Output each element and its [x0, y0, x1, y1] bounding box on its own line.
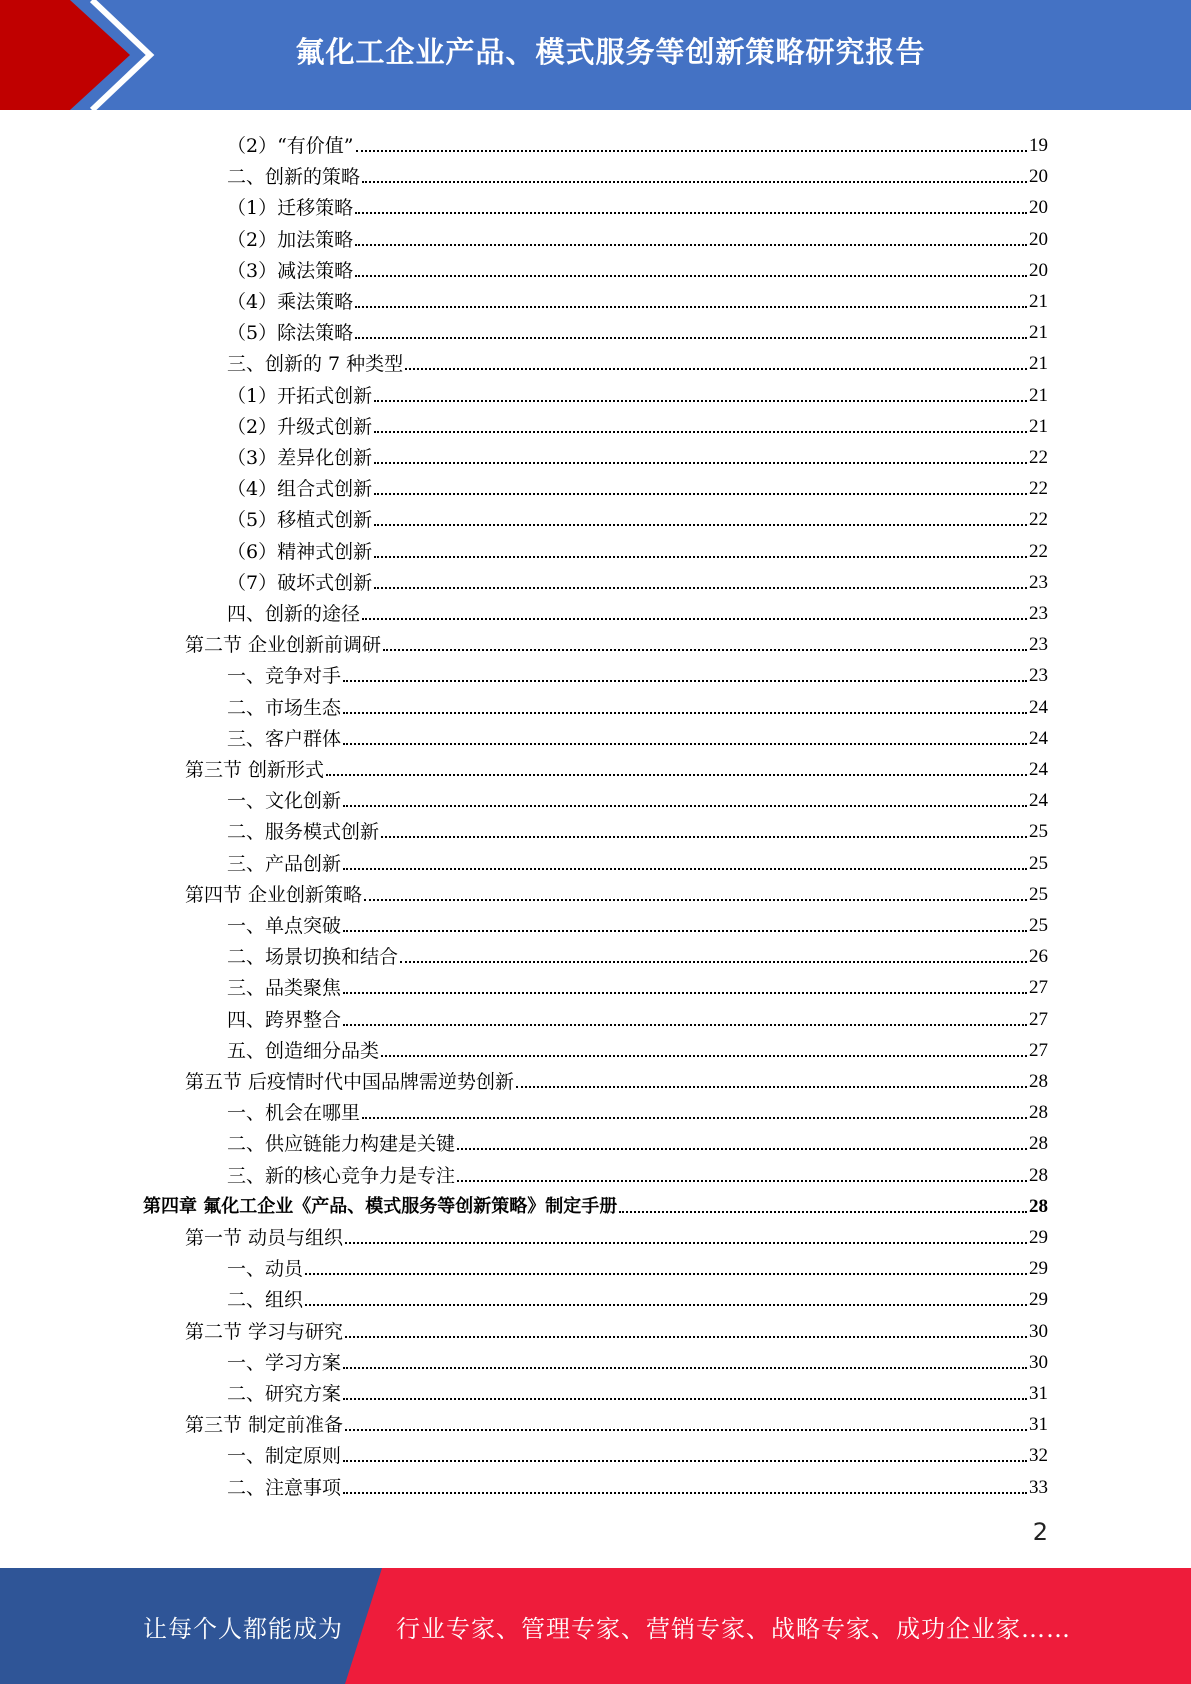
toc-entry-page: 24 — [1029, 728, 1048, 749]
toc-leader-dots — [374, 491, 1027, 495]
toc-entry-page: 21 — [1029, 416, 1048, 437]
toc-entry-title: 一、制定原则 — [227, 1445, 342, 1467]
toc-entry[interactable] — [227, 782, 1048, 812]
toc-leader-dots — [343, 990, 1027, 994]
toc-entry-title: 四、创新的途径 — [227, 603, 361, 625]
toc-entry[interactable] — [227, 720, 1048, 750]
toc-leader-dots — [374, 460, 1027, 464]
toc-entry-page: 33 — [1029, 1477, 1048, 1498]
toc-entry-page: 32 — [1029, 1445, 1048, 1466]
toc-entry[interactable] — [227, 938, 1048, 968]
toc-entry-title: 二、创新的策略 — [227, 166, 361, 188]
toc-leader-dots — [364, 897, 1027, 901]
toc-entry-title: 四、跨界整合 — [227, 1009, 342, 1031]
toc-leader-dots — [457, 1178, 1027, 1182]
toc-entry[interactable] — [227, 1281, 1048, 1311]
toc-entry-page: 19 — [1029, 135, 1048, 156]
toc-entry[interactable] — [227, 1250, 1048, 1280]
toc-entry-title: 二、场景切换和结合 — [227, 946, 399, 968]
toc-entry-page: 29 — [1029, 1258, 1048, 1279]
toc-leader-dots — [355, 273, 1027, 277]
toc-entry-page: 20 — [1029, 229, 1048, 250]
toc-entry-title: 第四章 氟化工企业《产品、模式服务等创新策略》制定手册 — [143, 1196, 618, 1217]
toc-entry-page: 28 — [1029, 1165, 1048, 1186]
toc-entry[interactable] — [227, 657, 1048, 687]
toc-entry-title: 二、供应链能力构建是关键 — [227, 1133, 456, 1155]
toc-entry-page: 23 — [1029, 665, 1048, 686]
toc-entry-page: 28 — [1029, 1102, 1048, 1123]
red-chevron-icon — [0, 0, 160, 110]
toc-entry-title: （4）组合式创新 — [227, 478, 373, 500]
toc-entry[interactable] — [185, 751, 1048, 781]
toc-entry-title: 第四节 企业创新策略 — [185, 884, 363, 906]
toc-entry-title: （7）破坏式创新 — [227, 572, 373, 594]
toc-entry-page: 25 — [1029, 915, 1048, 936]
toc-entry[interactable] — [227, 345, 1048, 375]
toc-entry-title: 第三节 创新形式 — [185, 759, 325, 781]
toc-entry[interactable] — [227, 564, 1048, 594]
toc-entry-title: （3）减法策略 — [227, 260, 354, 282]
toc-leader-dots — [374, 585, 1027, 589]
toc-entry-page: 28 — [1029, 1071, 1048, 1092]
toc-leader-dots — [374, 429, 1027, 433]
toc-entry-page: 21 — [1029, 385, 1048, 406]
toc-entry-title: （3）差异化创新 — [227, 447, 373, 469]
toc-entry-title: 二、组织 — [227, 1289, 304, 1311]
toc-entry-page: 20 — [1029, 197, 1048, 218]
toc-entry[interactable] — [227, 1125, 1048, 1155]
toc-entry-title: （1）迁移策略 — [227, 197, 354, 219]
toc-leader-dots — [305, 1302, 1027, 1306]
toc-entry-title: 五、创造细分品类 — [227, 1040, 380, 1062]
toc-entry[interactable] — [227, 845, 1048, 875]
toc-leader-dots — [343, 678, 1027, 682]
toc-entry-page: 23 — [1029, 634, 1048, 655]
toc-leader-dots — [381, 1053, 1027, 1057]
toc-entry[interactable] — [227, 533, 1048, 563]
toc-entry[interactable] — [227, 1001, 1048, 1031]
toc-entry[interactable] — [227, 377, 1048, 407]
toc-entry[interactable] — [227, 595, 1048, 625]
toc-entry-page: 28 — [1029, 1133, 1048, 1154]
toc-entry-page: 25 — [1029, 821, 1048, 842]
page-footer — [0, 1568, 1191, 1684]
toc-entry-page: 30 — [1029, 1352, 1048, 1373]
toc-entry[interactable] — [185, 1063, 1048, 1093]
toc-leader-dots — [516, 1084, 1027, 1088]
toc-entry-page: 20 — [1029, 166, 1048, 187]
toc-entry-page: 21 — [1029, 291, 1048, 312]
toc-entry[interactable] — [185, 876, 1048, 906]
toc-leader-dots — [343, 1396, 1027, 1400]
toc-entry-page: 25 — [1029, 853, 1048, 874]
toc-entry[interactable] — [227, 689, 1048, 719]
page-number: 2 — [1032, 1518, 1048, 1546]
toc-entry-page: 28 — [1029, 1196, 1048, 1217]
toc-leader-dots — [343, 1490, 1027, 1494]
toc-leader-dots — [381, 834, 1027, 838]
toc-entry[interactable] — [227, 314, 1048, 344]
toc-entry-page: 21 — [1029, 322, 1048, 343]
toc-entry-title: 第三节 制定前准备 — [185, 1414, 344, 1436]
toc-entry[interactable] — [227, 408, 1048, 438]
toc-entry[interactable] — [227, 283, 1048, 313]
toc-entry-title: 三、新的核心竞争力是专注 — [227, 1165, 456, 1187]
toc-entry-page: 22 — [1029, 509, 1048, 530]
toc-entry-page: 29 — [1029, 1289, 1048, 1310]
toc-entry[interactable] — [227, 969, 1048, 999]
toc-entry-title: 三、客户群体 — [227, 728, 342, 750]
toc-leader-dots — [343, 1458, 1027, 1462]
toc-entry-title: （5）除法策略 — [227, 322, 354, 344]
toc-entry-page: 31 — [1029, 1383, 1048, 1404]
toc-leader-dots — [355, 304, 1027, 308]
toc-entry[interactable] — [227, 470, 1048, 500]
toc-entry[interactable] — [227, 189, 1048, 219]
toc-leader-dots — [343, 710, 1027, 714]
toc-leader-dots — [345, 1240, 1027, 1244]
toc-leader-dots — [343, 1022, 1027, 1026]
toc-entry-title: 第二节 学习与研究 — [185, 1321, 344, 1343]
footer-slogan-left: 让每个人都能成为 — [143, 1614, 343, 1643]
toc-entry-title: 一、单点突破 — [227, 915, 342, 937]
toc-leader-dots — [355, 210, 1027, 214]
toc-entry-title: 三、创新的 7 种类型 — [227, 353, 404, 375]
toc-entry-page: 20 — [1029, 260, 1048, 281]
toc-entry-title: 二、研究方案 — [227, 1383, 342, 1405]
toc-entry[interactable] — [227, 1375, 1048, 1405]
toc-entry-page: 27 — [1029, 977, 1048, 998]
toc-entry-page: 27 — [1029, 1040, 1048, 1061]
toc-entry[interactable] — [227, 1157, 1048, 1187]
toc-entry[interactable] — [227, 1094, 1048, 1124]
toc-entry-page: 23 — [1029, 572, 1048, 593]
toc-leader-dots — [355, 242, 1027, 246]
toc-leader-dots — [326, 772, 1027, 776]
toc-leader-dots — [405, 366, 1027, 370]
toc-entry-page: 30 — [1029, 1321, 1048, 1342]
toc-leader-dots — [355, 335, 1027, 339]
toc-leader-dots — [362, 616, 1027, 620]
toc-leader-dots — [374, 522, 1027, 526]
toc-entry-title: 第二节 企业创新前调研 — [185, 634, 382, 656]
toc-entry-title: 一、学习方案 — [227, 1352, 342, 1374]
toc-entry-title: 一、动员 — [227, 1258, 304, 1280]
toc-entry-page: 24 — [1029, 790, 1048, 811]
toc-entry-title: 第五节 后疫情时代中国品牌需逆势创新 — [185, 1071, 515, 1093]
toc-leader-dots — [457, 1146, 1027, 1150]
toc-leader-dots — [383, 647, 1027, 651]
toc-entry-page: 21 — [1029, 353, 1048, 374]
toc-entry-title: 三、产品创新 — [227, 853, 342, 875]
toc-entry-page: 23 — [1029, 603, 1048, 624]
toc-entry[interactable] — [227, 221, 1048, 251]
toc-leader-dots — [356, 148, 1027, 152]
toc-entry-title: （2）升级式创新 — [227, 416, 373, 438]
toc-entry-page: 25 — [1029, 884, 1048, 905]
toc-entry[interactable] — [227, 252, 1048, 282]
footer-slogan-right: 行业专家、管理专家、营销专家、战略专家、成功企业家…… — [396, 1614, 1071, 1643]
toc-leader-dots — [343, 1365, 1027, 1369]
toc-entry-page: 22 — [1029, 478, 1048, 499]
toc-leader-dots — [374, 398, 1027, 402]
toc-entry-title: （6）精神式创新 — [227, 541, 373, 563]
page-header — [0, 0, 1191, 110]
toc-entry[interactable] — [227, 1032, 1048, 1062]
toc-entry-title: 二、服务模式创新 — [227, 821, 380, 843]
toc-entry-title: 第一节 动员与组织 — [185, 1227, 344, 1249]
toc-entry-title: （2）“有价值” — [227, 135, 354, 157]
toc-leader-dots — [343, 803, 1027, 807]
toc-entry[interactable] — [227, 501, 1048, 531]
toc-entry-page: 24 — [1029, 759, 1048, 780]
toc-leader-dots — [345, 1334, 1027, 1338]
toc-entry-page: 27 — [1029, 1009, 1048, 1030]
toc-entry-page: 29 — [1029, 1227, 1048, 1248]
toc-entry[interactable] — [227, 1437, 1048, 1467]
toc-entry[interactable] — [227, 158, 1048, 188]
toc-leader-dots — [362, 179, 1027, 183]
toc-entry-title: 二、市场生态 — [227, 697, 342, 719]
toc-entry-title: （5）移植式创新 — [227, 509, 373, 531]
toc-entry[interactable] — [227, 907, 1048, 937]
toc-leader-dots — [374, 554, 1027, 558]
toc-entry[interactable] — [227, 439, 1048, 469]
toc-entry-title: 一、文化创新 — [227, 790, 342, 812]
toc-entry-page: 24 — [1029, 697, 1048, 718]
toc-entry[interactable] — [185, 626, 1048, 656]
toc-leader-dots — [343, 928, 1027, 932]
toc-leader-dots — [343, 741, 1027, 745]
toc-entry-page: 31 — [1029, 1414, 1048, 1435]
toc-entry[interactable] — [143, 1188, 1048, 1218]
toc-entry-title: 三、品类聚焦 — [227, 977, 342, 999]
toc-leader-dots — [400, 959, 1027, 963]
toc-entry[interactable] — [227, 1344, 1048, 1374]
toc-leader-dots — [343, 866, 1027, 870]
toc-entry-title: （2）加法策略 — [227, 229, 354, 251]
toc-entry-title: （1）开拓式创新 — [227, 385, 373, 407]
toc-leader-dots — [305, 1271, 1027, 1275]
toc-leader-dots — [362, 1115, 1027, 1119]
toc-entry[interactable] — [227, 813, 1048, 843]
toc-entry[interactable] — [185, 1406, 1048, 1436]
toc-entry[interactable] — [185, 1313, 1048, 1343]
toc-entry-page: 26 — [1029, 946, 1048, 967]
toc-leader-dots — [619, 1209, 1027, 1213]
toc-entry-title: 二、注意事项 — [227, 1477, 342, 1499]
report-title: 氟化工企业产品、模式服务等创新策略研究报告 — [295, 34, 926, 69]
toc-entry[interactable] — [185, 1219, 1048, 1249]
toc-entry[interactable] — [227, 127, 1048, 157]
toc-entry-page: 22 — [1029, 447, 1048, 468]
toc-entry-title: 一、机会在哪里 — [227, 1102, 361, 1124]
toc-entry-title: 一、竞争对手 — [227, 665, 342, 687]
toc-leader-dots — [345, 1427, 1027, 1431]
toc-entry-title: （4）乘法策略 — [227, 291, 354, 313]
toc-entry[interactable] — [227, 1469, 1048, 1499]
toc-entry-page: 22 — [1029, 541, 1048, 562]
